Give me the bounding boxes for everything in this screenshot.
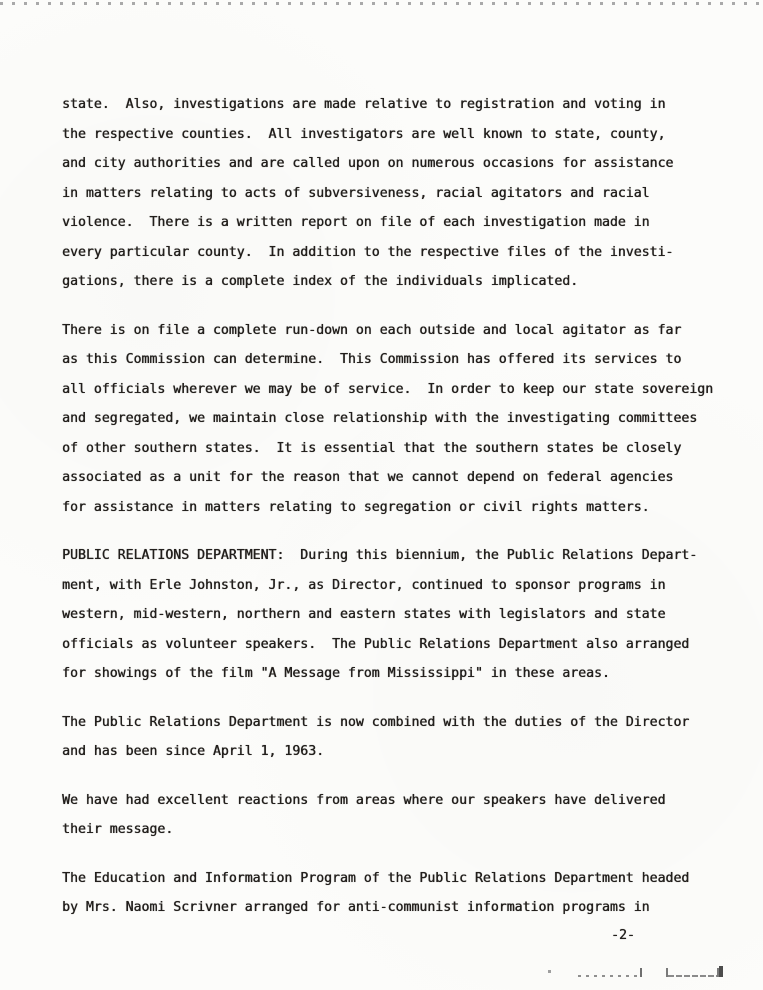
typed-text-body — [62, 90, 762, 942]
paragraph — [62, 90, 762, 297]
text-line: violence. There is a written report on file of each investigation made in — [62, 215, 650, 230]
text-line: associated as a unit for the reason that we cannot depend on federal agencies — [62, 470, 674, 485]
text-line: and has been since April 1, 1963. — [62, 744, 325, 759]
text-line: by Mrs. Naomi Scrivner arranged for anti-communist information programs in — [62, 900, 650, 915]
text-line: as this Commission can determine. This Commission has offered its services to — [62, 352, 682, 367]
paragraph — [62, 708, 762, 767]
text-line: in matters relating to acts of subversiveness, racial agitators and racial — [62, 185, 650, 201]
text-line: There is on file a complete run-down on each outside and local agitator as far — [62, 322, 682, 338]
text-line: their message. — [62, 822, 174, 837]
paragraph — [62, 864, 762, 923]
text-line: the respective counties. All investigators are well known to state, county, — [62, 126, 666, 142]
text-line: ment, with Erle Johnston, Jr., as Director, continued to sponsor programs in — [62, 577, 666, 593]
scan-artifact-bracket-line — [666, 968, 719, 977]
text-line: of other southern states. It is essential that the southern states be closely — [62, 440, 682, 456]
text-line: PUBLIC RELATIONS DEPARTMENT: During this biennium, the Public Relations Depart- — [62, 548, 698, 563]
scan-perforation-dots — [0, 2, 763, 5]
text-line: gations, there is a complete index of the individuals implicated. — [62, 274, 579, 289]
text-line: all officials wherever we may be of service. In order to keep our state sovereign — [62, 381, 714, 397]
paragraph — [62, 541, 762, 689]
paragraph — [62, 786, 762, 845]
scan-artifact-dot — [548, 970, 551, 973]
scan-artifact-dashed-line — [576, 968, 642, 977]
text-line: The Public Relations Department is now combined with the duties of the Director — [62, 714, 690, 730]
text-line: We have had excellent reactions from areas where our speakers have delivered — [62, 792, 666, 808]
text-line: western, mid-western, northern and eastern states with legislators and state — [62, 607, 666, 622]
text-line: The Education and Information Program of the Public Relations Department headed — [62, 870, 690, 886]
text-line: for showings of the film "A Message from Mississippi" in these areas. — [62, 666, 610, 681]
text-line: for assistance in matters relating to segregation or civil rights matters. — [62, 499, 650, 515]
text-line: and city authorities and are called upon on numerous occasions for assistance — [62, 156, 674, 171]
text-line: officials as volunteer speakers. The Public Relations Department also arranged — [62, 636, 690, 652]
paragraph — [62, 316, 762, 523]
page-number: -2- — [611, 928, 635, 943]
text-line: every particular county. In addition to the respective files of the investi- — [62, 244, 674, 260]
scan-artifact-bold-bar — [719, 966, 723, 977]
text-line: state. Also, investigations are made relative to registration and voting in — [62, 97, 666, 112]
text-line: and segregated, we maintain close relationship with the investigating committees — [62, 411, 698, 426]
